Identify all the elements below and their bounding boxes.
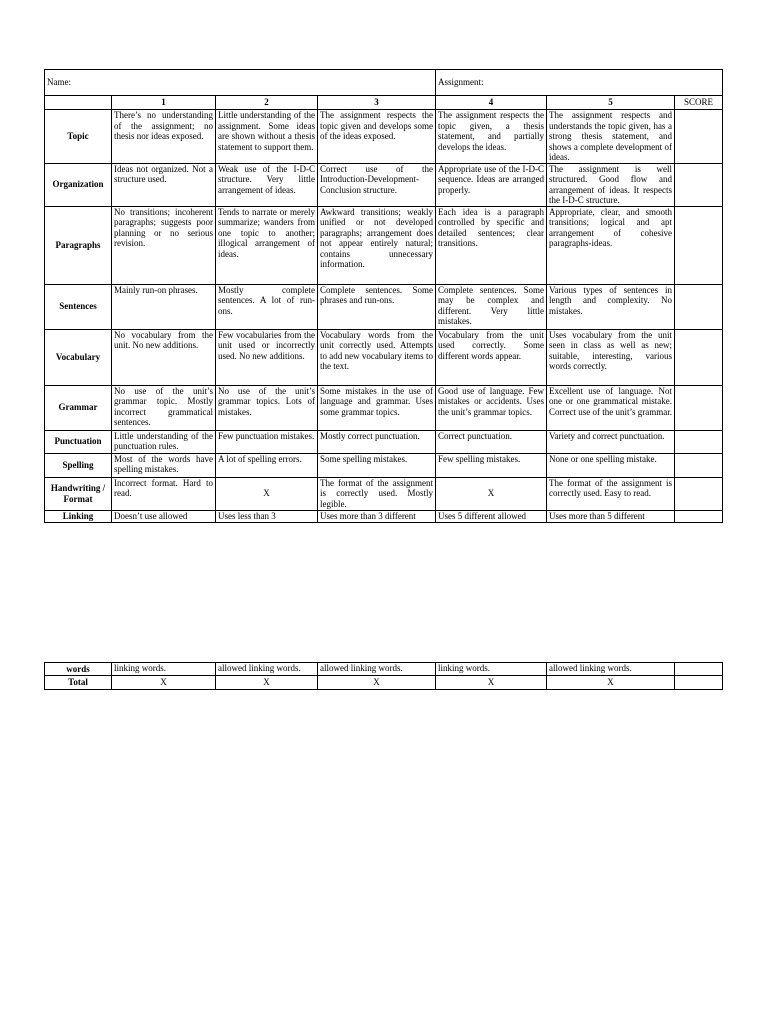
rubric-cell: Vocabulary words from the unit correctly used. Attempts to add new vocabulary items to the text. bbox=[318, 329, 436, 385]
row-paragraphs bbox=[45, 206, 723, 284]
rubric-cell: The assignment is well structured. Good flow and arrangement of ideas. It respects the I-D-C structure. bbox=[547, 163, 675, 206]
score-cell-words[interactable] bbox=[675, 663, 723, 676]
row-label-words: words bbox=[45, 663, 112, 676]
rubric-cell: linking words. bbox=[436, 663, 547, 676]
rubric-cell: Tends to narrate or merely summarize; wanders from one topic to another; illogical arrangement of ideas. bbox=[216, 206, 318, 284]
score-cell-punctuation[interactable] bbox=[675, 430, 723, 453]
row-label-organization: Organization bbox=[45, 163, 112, 206]
column-header-2: 2 bbox=[216, 96, 318, 110]
rubric-cell: Complete sentences. Some may be complex and different. Very little mistakes. bbox=[436, 284, 547, 329]
total-cell-x: X bbox=[112, 676, 216, 690]
total-cell-x: X bbox=[547, 676, 675, 690]
score-cell-vocabulary[interactable] bbox=[675, 329, 723, 385]
rubric-cell: Uses less than 3 bbox=[216, 510, 318, 522]
rubric-cell: The format of the assignment is correctly used. Mostly legible. bbox=[318, 477, 436, 510]
row-total bbox=[45, 676, 723, 690]
rubric-cell: No transitions; incoherent paragraphs; suggests poor planning or no serious revision. bbox=[112, 206, 216, 284]
rubric-cell: The assignment respects and understands the topic given, has a strong thesis statement, and shows a complete development of ideas. bbox=[547, 110, 675, 164]
rubric-cell: Excellent use of language. Not one or one grammatical mistake. Correct use of the unit’s grammar. bbox=[547, 385, 675, 430]
header-row bbox=[45, 70, 723, 96]
rubric-cell: linking words. bbox=[112, 663, 216, 676]
row-vocabulary bbox=[45, 329, 723, 385]
row-linking bbox=[45, 510, 723, 522]
rubric-cell: Mostly correct punctuation. bbox=[318, 430, 436, 453]
score-cell-total[interactable] bbox=[675, 676, 723, 690]
rubric-cell: No use of the unit’s grammar topic. Mostly incorrect grammatical sentences. bbox=[112, 385, 216, 430]
rubric-cell: Few vocabularies from the unit used or incorrectly used. No new additions. bbox=[216, 329, 318, 385]
rubric-cell: Various types of sentences in length and complexity. No mistakes. bbox=[547, 284, 675, 329]
row-organization bbox=[45, 163, 723, 206]
rubric-cell-x: X bbox=[216, 477, 318, 510]
rubric-cell: allowed linking words. bbox=[547, 663, 675, 676]
assignment-label: Assignment: bbox=[438, 77, 484, 88]
rubric-cell: Uses vocabulary from the unit seen in class as well as new; suitable, interesting, various words correctly. bbox=[547, 329, 675, 385]
column-header-row bbox=[45, 96, 723, 110]
score-cell-sentences[interactable] bbox=[675, 284, 723, 329]
score-cell-organization[interactable] bbox=[675, 163, 723, 206]
rubric-cell: Vocabulary from the unit used correctly. Some different words appear. bbox=[436, 329, 547, 385]
rubric-cell: Ideas not organized. Not a structure used. bbox=[112, 163, 216, 206]
rubric-cell: Some mistakes in the use of language and grammar. Uses some grammar topics. bbox=[318, 385, 436, 430]
column-header-4: 4 bbox=[436, 96, 547, 110]
rubric-cell: Few spelling mistakes. bbox=[436, 453, 547, 477]
row-label-spelling: Spelling bbox=[45, 453, 112, 477]
rubric-cell: Uses 5 different allowed bbox=[436, 510, 547, 522]
rubric-cell: Uses more than 5 different bbox=[547, 510, 675, 522]
score-cell-handwriting[interactable] bbox=[675, 477, 723, 510]
row-sentences bbox=[45, 284, 723, 329]
total-cell-x: X bbox=[216, 676, 318, 690]
rubric-cell: Little understanding of the punctuation rules. bbox=[112, 430, 216, 453]
rubric-cell: Mainly run-on phrases. bbox=[112, 284, 216, 329]
row-label-topic: Topic bbox=[45, 110, 112, 164]
row-label-sentences: Sentences bbox=[45, 284, 112, 329]
total-cell-x: X bbox=[318, 676, 436, 690]
rubric-cell: The assignment respects the topic given, a thesis statement, and partially develops the ideas. bbox=[436, 110, 547, 164]
rubric-cell: Correct punctuation. bbox=[436, 430, 547, 453]
rubric-cell: A lot of spelling errors. bbox=[216, 453, 318, 477]
rubric-table bbox=[44, 69, 723, 523]
name-field[interactable] bbox=[45, 70, 436, 96]
row-label-grammar: Grammar bbox=[45, 385, 112, 430]
rubric-table-continued bbox=[44, 662, 723, 690]
rubric-cell: Few punctuation mistakes. bbox=[216, 430, 318, 453]
column-header-score: SCORE bbox=[675, 96, 723, 110]
name-label: Name: bbox=[47, 77, 71, 88]
rubric-cell-x: X bbox=[436, 477, 547, 510]
row-grammar bbox=[45, 385, 723, 430]
column-header-1: 1 bbox=[112, 96, 216, 110]
rubric-cell: Little understanding of the assignment. Some ideas are shown without a thesis statement to support them. bbox=[216, 110, 318, 164]
row-label-paragraphs: Paragraphs bbox=[45, 206, 112, 284]
rubric-cell: Most of the words have spelling mistakes. bbox=[112, 453, 216, 477]
rubric-cell: The assignment respects the topic given and develops some of the ideas exposed. bbox=[318, 110, 436, 164]
row-linking-continued bbox=[45, 663, 723, 676]
column-header-5: 5 bbox=[547, 96, 675, 110]
rubric-cell: No use of the unit’s grammar topics. Lots of mistakes. bbox=[216, 385, 318, 430]
rubric-cell: Uses more than 3 different bbox=[318, 510, 436, 522]
assignment-field[interactable] bbox=[436, 70, 723, 96]
score-cell-topic[interactable] bbox=[675, 110, 723, 164]
corner-cell bbox=[45, 96, 112, 110]
rubric-cell: The format of the assignment is correctly used. Easy to read. bbox=[547, 477, 675, 510]
row-label-linking: Linking bbox=[45, 510, 112, 522]
column-header-3: 3 bbox=[318, 96, 436, 110]
rubric-cell: Complete sentences. Some phrases and run-ons. bbox=[318, 284, 436, 329]
rubric-cell: allowed linking words. bbox=[216, 663, 318, 676]
rubric-cell: Mostly complete sentences. A lot of run-ons. bbox=[216, 284, 318, 329]
rubric-cell: Good use of language. Few mistakes or accidents. Uses the unit’s grammar topics. bbox=[436, 385, 547, 430]
row-handwriting-format bbox=[45, 477, 723, 510]
score-cell-paragraphs[interactable] bbox=[675, 206, 723, 284]
row-label-total: Total bbox=[45, 676, 112, 690]
rubric-cell: None or one spelling mistake. bbox=[547, 453, 675, 477]
row-punctuation bbox=[45, 430, 723, 453]
rubric-cell: Weak use of the I-D-C structure. Very little arrangement of ideas. bbox=[216, 163, 318, 206]
row-topic bbox=[45, 110, 723, 164]
rubric-cell: Doesn’t use allowed bbox=[112, 510, 216, 522]
rubric-cell: Some spelling mistakes. bbox=[318, 453, 436, 477]
row-label-vocabulary: Vocabulary bbox=[45, 329, 112, 385]
rubric-cell: No vocabulary from the unit. No new additions. bbox=[112, 329, 216, 385]
score-cell-grammar[interactable] bbox=[675, 385, 723, 430]
rubric-cell: Each idea is a paragraph controlled by specific and detailed sentences; clear transitions. bbox=[436, 206, 547, 284]
rubric-cell: Appropriate, clear, and smooth transitions; logical and apt arrangement of cohesive paragraphs-ideas. bbox=[547, 206, 675, 284]
score-cell-spelling[interactable] bbox=[675, 453, 723, 477]
row-label-handwriting-format: Handwriting / Format bbox=[45, 477, 112, 510]
rubric-cell: allowed linking words. bbox=[318, 663, 436, 676]
rubric-cell: Awkward transitions; weakly unified or not developed paragraphs; arrangement does not appear entirely natural; contains unnecessary information. bbox=[318, 206, 436, 284]
rubric-cell: Correct use of the Introduction-Development-Conclusion structure. bbox=[318, 163, 436, 206]
row-spelling bbox=[45, 453, 723, 477]
rubric-cell: There’s no understanding of the assignment; no thesis nor ideas exposed. bbox=[112, 110, 216, 164]
rubric-cell: Incorrect format. Hard to read. bbox=[112, 477, 216, 510]
rubric-cell: Appropriate use of the I-D-C sequence. Ideas are arranged properly. bbox=[436, 163, 547, 206]
row-label-punctuation: Punctuation bbox=[45, 430, 112, 453]
score-cell-linking[interactable] bbox=[675, 510, 723, 522]
rubric-cell: Variety and correct punctuation. bbox=[547, 430, 675, 453]
total-cell-x: X bbox=[436, 676, 547, 690]
